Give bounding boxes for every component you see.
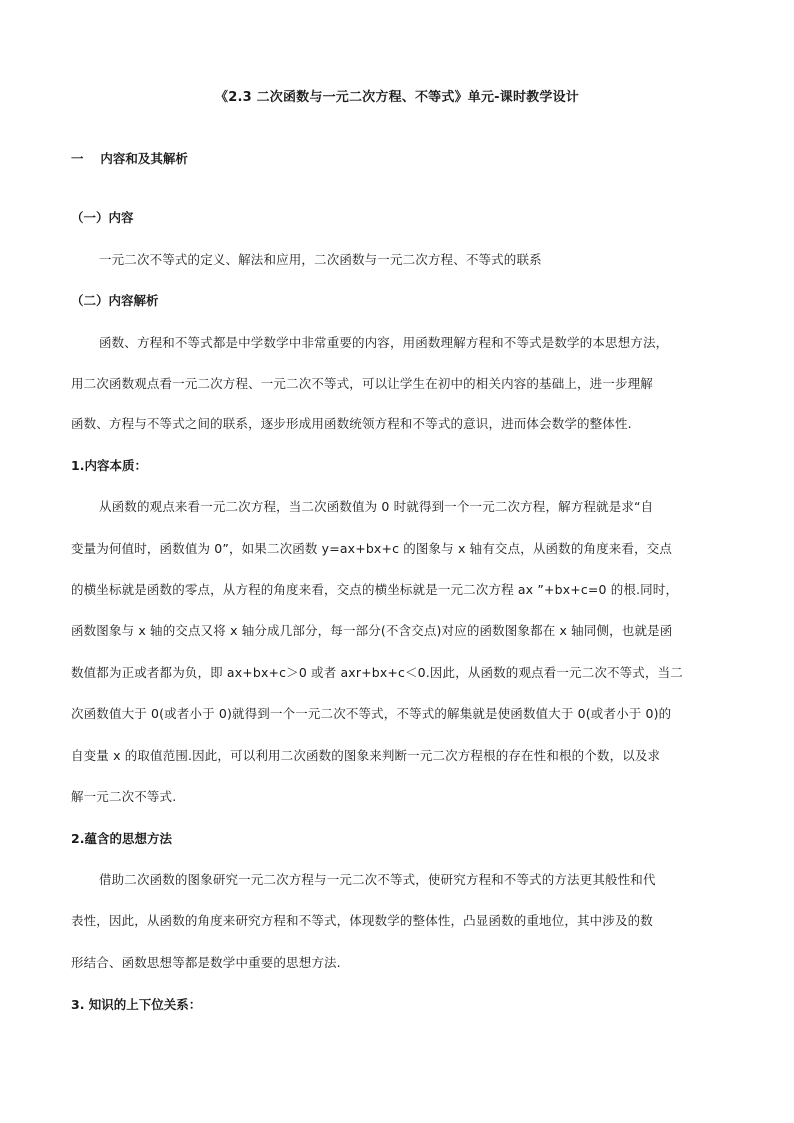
subheading-content-analysis: （二）内容解析 [71,293,159,308]
paragraph-line: 借助二次函数的图象研究一元二次方程与一元二次不等式，使研究方程和不等式的方法更其般性和代 [99,872,656,887]
section-heading-content-analysis: 一 内容和及其解析 [71,151,188,166]
paragraph-line: 用二次函数观点看一元二次方程、一元二次不等式，可以让学生在初中的相关内容的基础上，进一步理解 [71,376,653,391]
paragraph-line: 函数、方程与不等式之间的联系，逐步形成用函数统领方程和不等式的意识，进而体会数学的整体性. [71,416,632,431]
paragraph-line: 表性，因此，从函数的角度来研究方程和不等式，体现数学的整体性，凸显函数的重地位，其中涉及的数 [71,913,653,928]
document-title: 《2.3 二次函数与一元二次方程、不等式》单元-课时教学设计 [215,90,579,105]
paragraph-line: 数值都为正或者都为负，即 ax+bx+c＞0 或者 axr+bx+c＜0.因此，从函数的观点看一元二次不等式，当二 [71,665,683,680]
paragraph-line: 的横坐标就是函数的零点，从方程的角度来看，交点的横坐标就是一元二次方程 ax ”+bx+c=0 的根.同时， [71,582,679,597]
subheading-content: （一）内容 [71,210,134,225]
heading-content-essence: 1.内容本质： [71,458,147,473]
paragraph-line: 从函数的观点来看一元二次方程，当二次函数值为 0 时就得到一个一元二次方程，解方程就是求“自 [99,499,654,514]
content-text: 一元二次不等式的定义、解法和应用，二次函数与一元二次方程、不等式的联系 [99,252,542,267]
paragraph-line: 变量为何值时，函数值为 0”，如果二次函数 y=ax+bx+c 的图象与 x 轴有交点，从函数的角度来看，交点 [71,541,673,556]
paragraph-line: 函数、方程和不等式都是中学数学中非常重要的内容，用函数理解方程和不等式是数学的本思想方法， [99,335,669,350]
paragraph-line: 形结合、函数思想等都是数学中重要的思想方法. [71,955,341,970]
paragraph-line: 自变量 x 的取值范围.因此，可以利用二次函数的图象来判断一元二次方程根的存在性和根的个数，以及求 [71,748,661,763]
paragraph-line: 次函数值大于 0(或者小于 0)就得到一个一元二次不等式，不等式的解集就是使函数值大于 0(或者小于 0)的 [71,706,672,721]
heading-knowledge-relations: 3. 知识的上下位关系： [71,997,202,1012]
paragraph-line: 解一元二次不等式. [71,789,177,804]
paragraph-line: 函数图象与 x 轴的交点又将 x 轴分成几部分，每一部分(不含交点)对应的函数图象都在 x 轴同侧，也就是函 [71,623,673,638]
heading-thinking-methods: 2.蕴含的思想方法 [71,831,172,846]
